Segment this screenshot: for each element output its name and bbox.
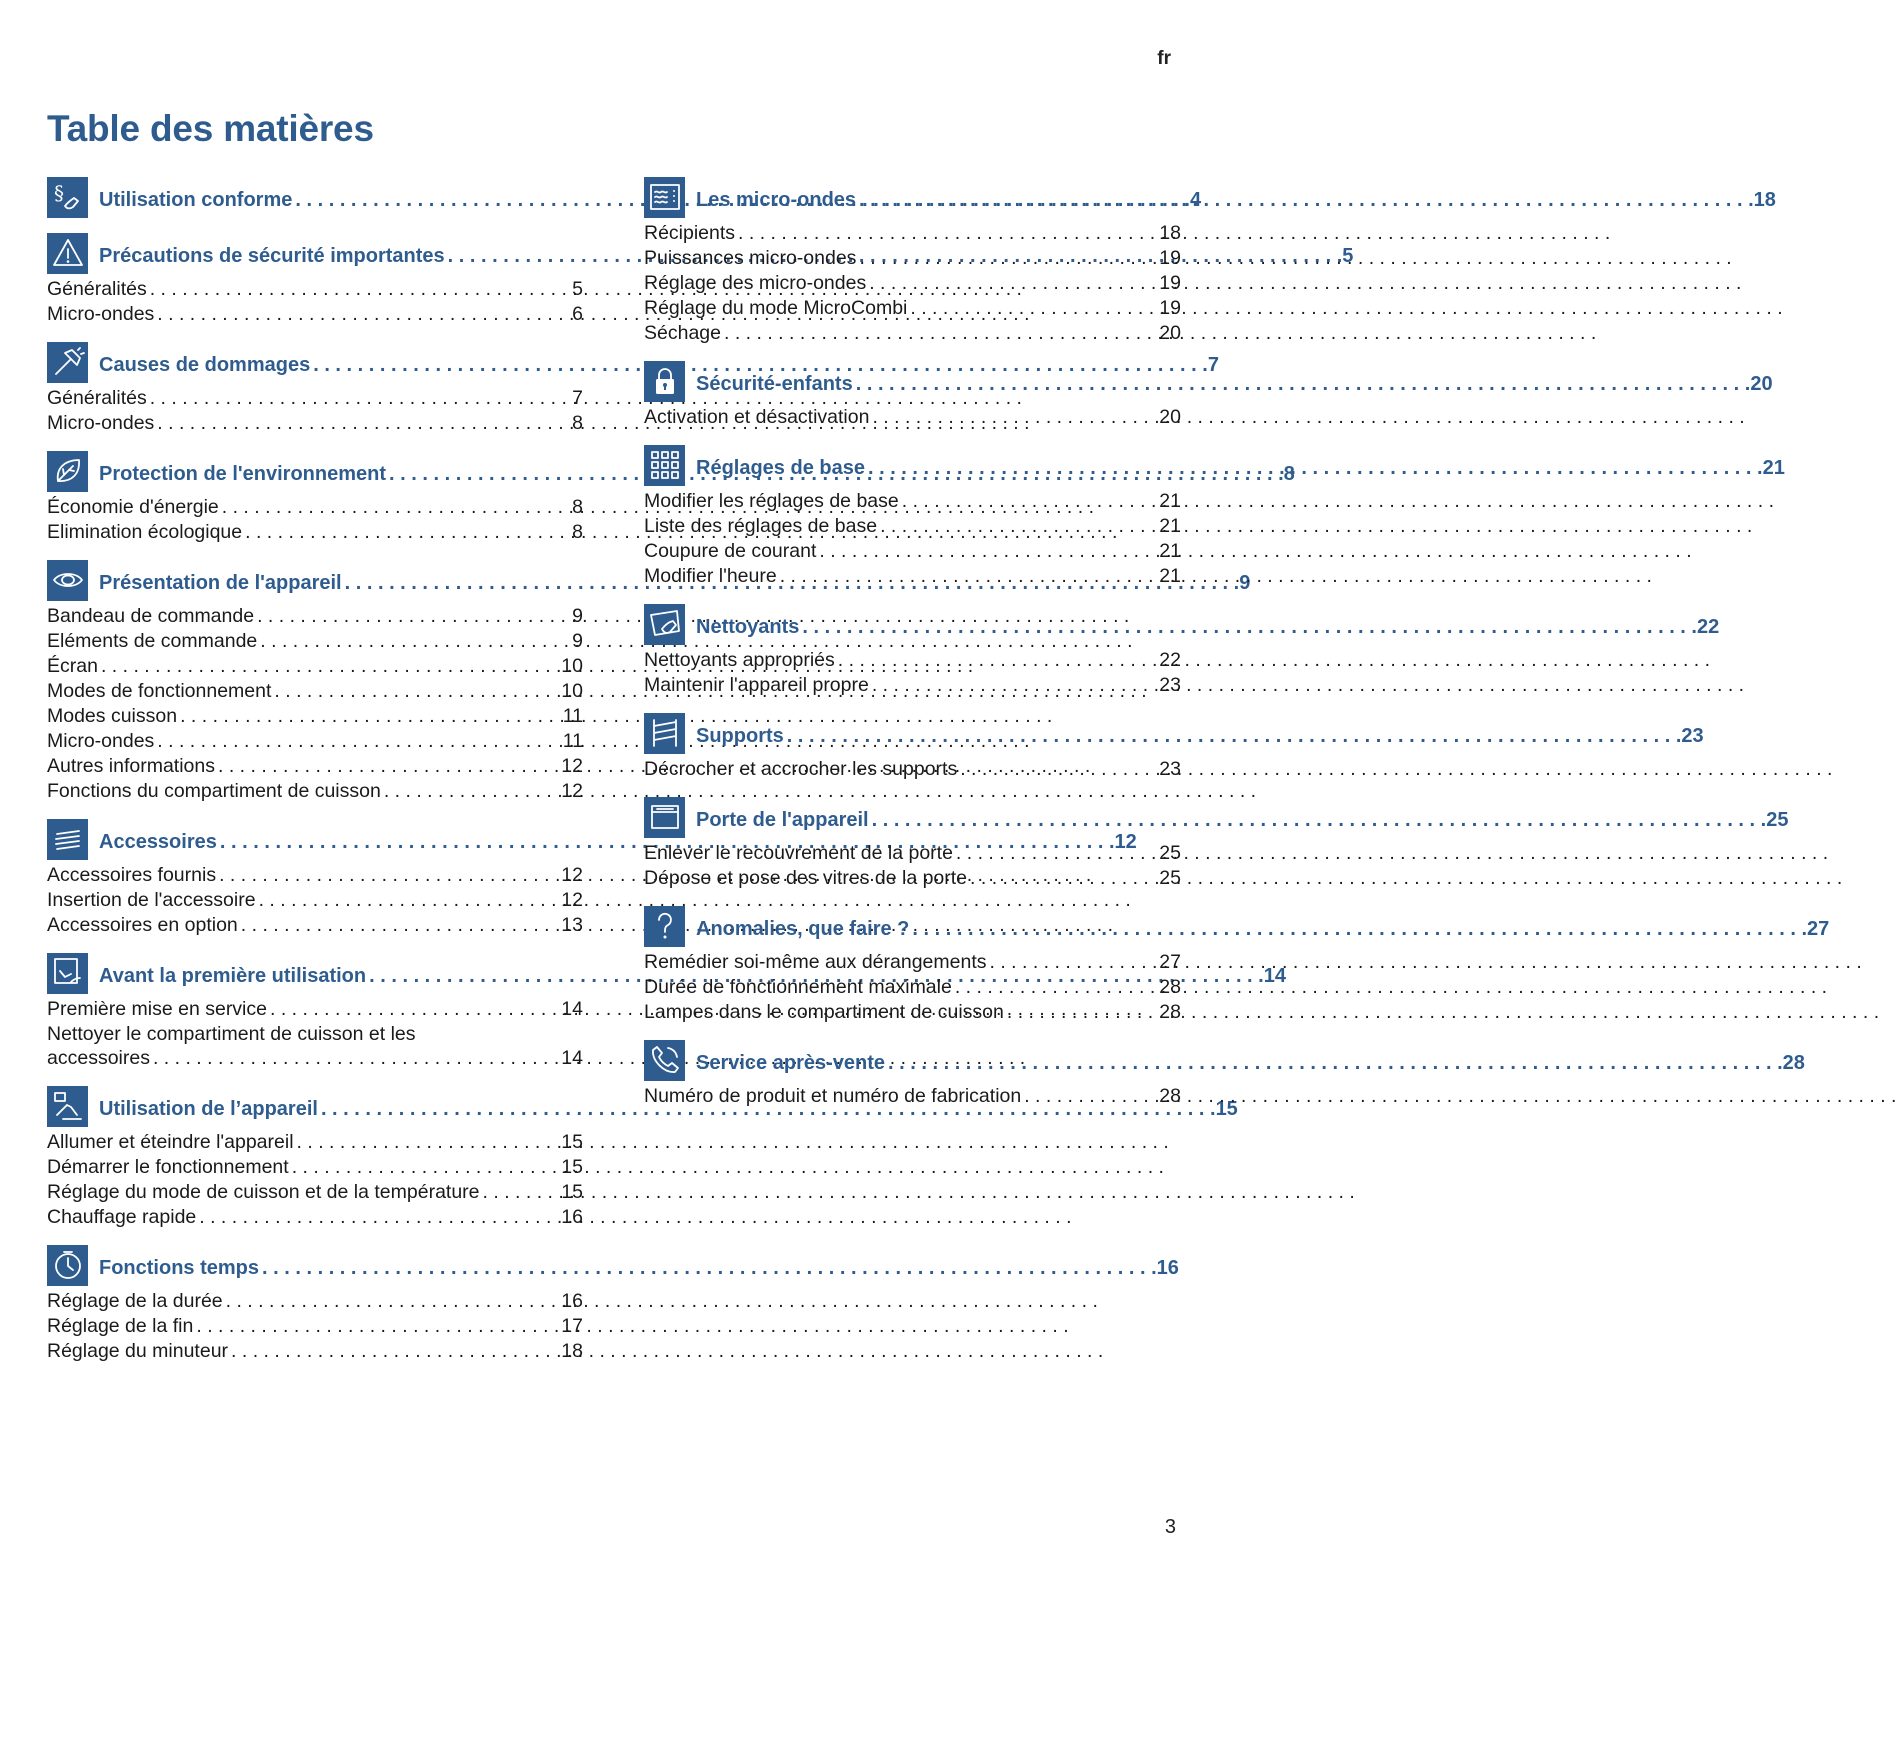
toc-entry[interactable] bbox=[47, 386, 583, 411]
oven-door-icon bbox=[644, 797, 685, 838]
toc-entry[interactable] bbox=[47, 1205, 583, 1230]
section-title-link[interactable] bbox=[696, 189, 1776, 212]
lock-icon bbox=[644, 361, 685, 402]
section-header bbox=[644, 1039, 1805, 1081]
toc-entry-label: Récipients bbox=[644, 222, 736, 244]
section-title-link-label: Accessoires bbox=[99, 830, 217, 853]
dot-leader bbox=[267, 997, 561, 1022]
toc-entry-label: Autres informations bbox=[47, 755, 215, 777]
toc-entry-page: 16 bbox=[561, 1290, 583, 1312]
dot-leader bbox=[242, 520, 572, 545]
section-header bbox=[47, 1244, 1179, 1286]
dot-leader bbox=[228, 1339, 561, 1364]
toc-entry-label: Allumer et éteindre l'appareil bbox=[47, 1131, 294, 1153]
toc-entry-page: 25 bbox=[1159, 842, 1181, 864]
dot-leader bbox=[856, 246, 1159, 271]
toc-entry-label: Accessoires en option bbox=[47, 914, 238, 936]
toc-section-supports bbox=[644, 712, 1704, 782]
toc-entry[interactable] bbox=[644, 673, 1181, 698]
toc-entry-label: Accessoires fournis bbox=[47, 864, 217, 886]
section-header bbox=[644, 603, 1720, 645]
section-title-link-label: Supports bbox=[696, 724, 784, 747]
toc-entry-page: 13 bbox=[561, 914, 583, 936]
section-title-link-label: Sécurité-enfants bbox=[696, 372, 853, 395]
toc-entry-label: Micro-ondes bbox=[47, 303, 155, 325]
toc-entry-page: 19 bbox=[1159, 272, 1181, 294]
toc-entry-page: 8 bbox=[572, 412, 583, 434]
section-header bbox=[644, 176, 1776, 218]
toc-entry-page: 19 bbox=[1159, 297, 1181, 319]
section-title-link-page: 14 bbox=[1263, 964, 1286, 987]
toc-entry[interactable] bbox=[47, 302, 583, 327]
dot-leader bbox=[816, 539, 1159, 564]
toc-entry-label: Numéro de produit et numéro de fabrication bbox=[644, 1085, 1022, 1107]
section-title-link-page: 12 bbox=[1114, 830, 1137, 853]
toc-entry-page: 27 bbox=[1159, 951, 1181, 973]
toc-entry[interactable] bbox=[644, 405, 1181, 430]
section-title-link-page: 22 bbox=[1696, 615, 1720, 638]
dot-leader bbox=[256, 888, 562, 913]
toc-entry-page: 17 bbox=[561, 1315, 583, 1337]
dot-leader bbox=[177, 704, 563, 729]
section-title-link[interactable] bbox=[696, 373, 1773, 396]
dot-leader bbox=[799, 616, 1697, 639]
question-icon bbox=[644, 906, 685, 947]
hammer-damage-icon bbox=[47, 342, 88, 383]
toc-entry[interactable] bbox=[47, 654, 583, 679]
dot-leader bbox=[219, 495, 572, 520]
language-code: fr bbox=[1157, 48, 1171, 69]
toc-entry-continuation-label: accessoires bbox=[47, 1047, 150, 1069]
toc-section-nettoyants bbox=[644, 603, 1720, 698]
toc-entry-page: 15 bbox=[561, 1156, 583, 1178]
toc-entry-page: 7 bbox=[572, 387, 583, 409]
section-title-link-label: Nettoyants bbox=[696, 615, 800, 638]
dot-leader bbox=[869, 673, 1159, 698]
dot-leader bbox=[957, 757, 1159, 782]
toc-entry[interactable] bbox=[47, 629, 583, 654]
toc-entry[interactable] bbox=[644, 514, 1181, 539]
toc-entry[interactable] bbox=[47, 679, 583, 704]
dot-leader bbox=[289, 1155, 562, 1180]
toc-entry[interactable] bbox=[644, 866, 1181, 891]
toc-entry[interactable] bbox=[47, 1155, 583, 1180]
toc-entry-label: Activation et désactivation bbox=[644, 406, 870, 428]
dot-leader bbox=[150, 1046, 561, 1071]
section-title-link-label: Causes de dommages bbox=[99, 353, 311, 376]
dot-leader bbox=[196, 1205, 561, 1230]
toc-entry-label: Bandeau de commande bbox=[47, 605, 255, 627]
toc-entry-page: 10 bbox=[561, 655, 583, 677]
dot-leader bbox=[735, 221, 1159, 246]
cleaning-icon bbox=[644, 604, 685, 645]
section-title-link-page: 4 bbox=[1189, 188, 1202, 211]
rack-supports-icon bbox=[644, 713, 685, 754]
toc-entry-page: 5 bbox=[572, 278, 583, 300]
dot-leader bbox=[967, 866, 1159, 891]
toc-entry[interactable] bbox=[644, 539, 1181, 564]
section-header bbox=[644, 360, 1773, 402]
toc-entry[interactable] bbox=[47, 1314, 583, 1339]
toc-entry[interactable] bbox=[47, 604, 583, 629]
toc-entry-page: 20 bbox=[1159, 406, 1181, 428]
toc-entry[interactable] bbox=[644, 648, 1181, 673]
toc-entry-continuation[interactable] bbox=[47, 1046, 583, 1071]
dot-leader bbox=[259, 1257, 1157, 1280]
toc-entry-label: Coupure de courant bbox=[644, 540, 817, 562]
paragraph-hand-icon bbox=[47, 177, 88, 218]
toc-entry-label: Démarrer le fonctionnement bbox=[47, 1156, 289, 1178]
toc-entry-label: Séchage bbox=[644, 322, 721, 344]
eye-icon bbox=[47, 560, 88, 601]
dot-leader bbox=[1021, 1084, 1159, 1109]
section-title-link-label: Protection de l'environnement bbox=[99, 462, 387, 485]
toc-entry-page: 28 bbox=[1159, 976, 1181, 998]
first-use-icon bbox=[47, 953, 88, 994]
section-title-link-label: Avant la première utilisation bbox=[99, 964, 367, 987]
page-number: 3 bbox=[1164, 1516, 1176, 1538]
toc-entry-page: 11 bbox=[562, 730, 583, 752]
section-header bbox=[644, 905, 1830, 947]
toc-entry-continuation-page: 14 bbox=[561, 1047, 583, 1069]
dot-leader bbox=[154, 729, 562, 754]
toc-entry-label: Enlever le recouvrement de la porte bbox=[644, 842, 953, 864]
dot-leader bbox=[381, 779, 561, 804]
toc-entry-page: 11 bbox=[562, 705, 583, 727]
section-title-link-page: 9 bbox=[1239, 571, 1251, 594]
section-title-link-page: 7 bbox=[1207, 353, 1219, 376]
dot-leader bbox=[885, 1052, 1783, 1075]
toc-entry-label: Eléments de commande bbox=[47, 630, 258, 652]
toc-entry-label-line1: Nettoyer le compartiment de cuisson et les bbox=[47, 1023, 416, 1045]
toc-entry[interactable] bbox=[47, 520, 583, 545]
toc-entry-page: 21 bbox=[1159, 540, 1181, 562]
toc-entry-label: Réglage de la fin bbox=[47, 1315, 194, 1337]
dot-leader bbox=[1004, 1000, 1159, 1025]
section-title-link-label: Précautions de sécurité importantes bbox=[99, 244, 445, 267]
toc-entry-label: Liste des réglages de base bbox=[644, 515, 878, 537]
toc-entry-label: Économie d'énergie bbox=[47, 496, 219, 518]
toc-entry-page: 23 bbox=[1159, 758, 1181, 780]
toc-entry[interactable] bbox=[47, 779, 583, 804]
toc-entry-label: Elimination écologique bbox=[47, 521, 243, 543]
section-title-link[interactable] bbox=[696, 809, 1788, 832]
dot-leader bbox=[856, 189, 1754, 212]
section-title-link-page: 15 bbox=[1215, 1097, 1238, 1120]
toc-entry[interactable] bbox=[644, 489, 1181, 514]
toc-entry[interactable] bbox=[644, 975, 1181, 1000]
dot-leader bbox=[271, 679, 561, 704]
toc-entry[interactable] bbox=[47, 729, 583, 754]
toc-section-securite-enfants bbox=[644, 360, 1773, 430]
toc-entry-label: Décrocher et accrocher les supports bbox=[644, 758, 958, 780]
dot-leader bbox=[835, 648, 1160, 673]
toc-entry-label: Réglage du minuteur bbox=[47, 1340, 229, 1362]
toc-entry-page: 21 bbox=[1159, 490, 1181, 512]
section-title-link-label: Porte de l'appareil bbox=[696, 808, 869, 831]
section-title-link-page: 16 bbox=[1156, 1256, 1179, 1279]
section-title-link-label: Présentation de l'appareil bbox=[99, 571, 342, 594]
toc-entry[interactable] bbox=[47, 888, 583, 913]
toc-entry-label: Généralités bbox=[47, 387, 147, 409]
dot-leader bbox=[193, 1314, 561, 1339]
dot-leader bbox=[869, 809, 1767, 832]
dot-leader bbox=[877, 514, 1159, 539]
toc-entry[interactable] bbox=[47, 1289, 583, 1314]
toc-section-reglages-de-base bbox=[644, 444, 1785, 589]
toc-entry-label: Chauffage rapide bbox=[47, 1206, 197, 1228]
dot-leader bbox=[216, 863, 561, 888]
toc-entry-label: Insertion de l'accessoire bbox=[47, 889, 256, 911]
toc-entry[interactable] bbox=[644, 757, 1181, 782]
toc-entry-label: Modes de fonctionnement bbox=[47, 680, 272, 702]
toc-entry[interactable] bbox=[47, 1022, 583, 1071]
toc-entry-page: 6 bbox=[572, 303, 583, 325]
toc-entry-page: 14 bbox=[561, 998, 583, 1020]
appliance-use-icon bbox=[47, 1086, 88, 1127]
section-title-link-page: 8 bbox=[1283, 462, 1295, 485]
toc-entry-page: 8 bbox=[572, 496, 583, 518]
microwave-icon bbox=[644, 177, 685, 218]
dot-leader bbox=[215, 754, 561, 779]
page-title: Table des matières bbox=[47, 108, 374, 149]
toc-entry-page: 12 bbox=[561, 889, 583, 911]
section-header bbox=[644, 796, 1789, 838]
section-title-link-page: 27 bbox=[1807, 917, 1830, 940]
section-title-link-page: 21 bbox=[1762, 456, 1785, 479]
toc-entry[interactable] bbox=[644, 841, 1181, 866]
section-title-link-label: Les micro-ondes bbox=[696, 188, 857, 211]
toc-entry-label: Première mise en service bbox=[47, 998, 267, 1020]
dot-leader bbox=[866, 271, 1159, 296]
section-title-link[interactable] bbox=[696, 457, 1785, 480]
dot-leader bbox=[480, 1180, 562, 1205]
toc-entry-page: 19 bbox=[1159, 247, 1181, 269]
dot-leader bbox=[147, 277, 572, 302]
dot-leader bbox=[98, 654, 561, 679]
toc-entry-label: Réglage de la durée bbox=[47, 1290, 223, 1312]
toc-entry-label: Remédier soi-même aux dérangements bbox=[644, 951, 987, 973]
toc-entry-label: Fonctions du compartiment de cuisson bbox=[47, 780, 381, 802]
toc-entry[interactable] bbox=[47, 1180, 583, 1205]
toc-entry-label: Dépose et pose des vitres de la porte bbox=[644, 867, 968, 889]
toc-section-porte-de-l-appareil bbox=[644, 796, 1789, 891]
section-title-link-page: 18 bbox=[1753, 188, 1776, 211]
toc-entry[interactable] bbox=[644, 221, 1181, 246]
toc-entry[interactable] bbox=[47, 704, 583, 729]
leaf-icon bbox=[47, 451, 88, 492]
section-title-link-label: Anomalies, que faire ? bbox=[696, 917, 910, 940]
toc-entry-page: 22 bbox=[1159, 649, 1181, 671]
toc-entry[interactable] bbox=[644, 950, 1181, 975]
dot-leader bbox=[238, 913, 562, 938]
dot-leader bbox=[909, 918, 1807, 941]
section-title-link[interactable] bbox=[696, 616, 1719, 639]
section-header bbox=[644, 444, 1785, 486]
toc-entry-label: Micro-ondes bbox=[47, 412, 155, 434]
toc-entry[interactable] bbox=[47, 1339, 583, 1364]
toc-entry[interactable] bbox=[644, 296, 1181, 321]
toc-entry[interactable] bbox=[644, 564, 1181, 589]
toc-entry-page: 15 bbox=[561, 1181, 583, 1203]
toc-entry-page: 18 bbox=[561, 1340, 583, 1362]
toc-entry-page: 9 bbox=[572, 605, 583, 627]
toc-entry-label: Maintenir l'appareil propre bbox=[644, 674, 869, 696]
dot-leader bbox=[154, 411, 572, 436]
toc-entry-page: 28 bbox=[1159, 1001, 1181, 1023]
toc-entry-page: 9 bbox=[572, 630, 583, 652]
section-header bbox=[47, 341, 1219, 383]
toc-entry[interactable] bbox=[47, 863, 583, 888]
toc-entry-page: 20 bbox=[1159, 322, 1181, 344]
toc-entry-page: 21 bbox=[1159, 515, 1181, 537]
grid-settings-icon bbox=[644, 445, 685, 486]
accessories-icon bbox=[47, 819, 88, 860]
toc-entry-label: Lampes dans le compartiment de cuisson bbox=[644, 1001, 1004, 1023]
section-title-link-page: 25 bbox=[1766, 808, 1789, 831]
toc-entry-page: 12 bbox=[561, 755, 583, 777]
toc-entry[interactable] bbox=[47, 495, 583, 520]
toc-entry-page: 18 bbox=[1159, 222, 1181, 244]
toc-entry-label: Micro-ondes bbox=[47, 730, 155, 752]
toc-entry-page: 23 bbox=[1159, 674, 1181, 696]
dot-leader bbox=[777, 564, 1160, 589]
toc-entry-label: Généralités bbox=[47, 278, 147, 300]
section-title-link-page: 23 bbox=[1681, 724, 1704, 747]
dot-leader bbox=[987, 950, 1160, 975]
toc-entry-label: Réglage du mode MicroCombi bbox=[644, 297, 908, 319]
toc-entry-label: Modes cuisson bbox=[47, 705, 178, 727]
clock-icon bbox=[47, 1245, 88, 1286]
toc-entry[interactable] bbox=[644, 1000, 1181, 1025]
section-title-link-label: Réglages de base bbox=[696, 456, 865, 479]
toc-entry-label: Écran bbox=[47, 655, 98, 677]
section-title-link[interactable] bbox=[696, 725, 1704, 748]
section-title-link-page: 20 bbox=[1750, 372, 1773, 395]
toc-entry-label: Nettoyants appropriés bbox=[644, 649, 835, 671]
toc-entry-label: Durée de fonctionnement maximale bbox=[644, 976, 952, 998]
dot-leader bbox=[953, 841, 1159, 866]
section-title-link-label: Fonctions temps bbox=[99, 1256, 260, 1279]
toc-entry[interactable] bbox=[644, 246, 1181, 271]
dot-leader bbox=[865, 457, 1763, 480]
toc-entry[interactable] bbox=[47, 411, 583, 436]
toc-entry[interactable] bbox=[47, 277, 583, 302]
dot-leader bbox=[784, 725, 1682, 748]
dot-leader bbox=[721, 321, 1159, 346]
toc-entry-label: Modifier l'heure bbox=[644, 565, 777, 587]
toc-entry-page: 12 bbox=[561, 780, 583, 802]
svg-text:§: § bbox=[53, 181, 64, 205]
section-title-link-page: 5 bbox=[1342, 244, 1354, 267]
dot-leader bbox=[907, 296, 1159, 321]
dot-leader bbox=[952, 975, 1159, 1000]
toc-entry[interactable] bbox=[47, 754, 583, 779]
toc-entry[interactable] bbox=[47, 913, 583, 938]
toc-entry[interactable] bbox=[644, 321, 1181, 346]
toc-entry-label: Modifier les réglages de base bbox=[644, 490, 899, 512]
toc-entry-page: 16 bbox=[561, 1206, 583, 1228]
dot-leader bbox=[869, 405, 1159, 430]
toc-entry-label: Puissances micro-ondes bbox=[644, 247, 857, 269]
phone-service-icon bbox=[644, 1040, 685, 1081]
section-title-link-page: 28 bbox=[1782, 1051, 1805, 1074]
toc-entry[interactable] bbox=[47, 1130, 583, 1155]
dot-leader bbox=[257, 629, 572, 654]
dot-leader bbox=[154, 302, 572, 327]
dot-leader bbox=[294, 1130, 562, 1155]
toc-entry-page: 10 bbox=[561, 680, 583, 702]
toc-section-les-micro-ondes bbox=[644, 176, 1776, 346]
toc-entry[interactable] bbox=[47, 997, 583, 1022]
section-title-link[interactable] bbox=[696, 1052, 1805, 1075]
toc-entry-page: 28 bbox=[1159, 1085, 1181, 1107]
toc-entry[interactable] bbox=[644, 1084, 1181, 1109]
toc-entry-page: 21 bbox=[1159, 565, 1181, 587]
toc-entry-page: 8 bbox=[572, 521, 583, 543]
section-title-link-label: Utilisation conforme bbox=[99, 188, 293, 211]
toc-entry[interactable] bbox=[644, 271, 1181, 296]
dot-leader bbox=[254, 604, 572, 629]
toc-entry-page: 15 bbox=[561, 1131, 583, 1153]
toc-entry-page: 12 bbox=[561, 864, 583, 886]
dot-leader bbox=[899, 489, 1160, 514]
section-title-link-label: Utilisation de l’appareil bbox=[99, 1097, 318, 1120]
section-title-link[interactable] bbox=[99, 1257, 1179, 1280]
section-title-link[interactable] bbox=[696, 918, 1829, 941]
dot-leader bbox=[853, 373, 1751, 396]
toc-entry-label: Réglage des micro-ondes bbox=[644, 272, 867, 294]
toc-section-fonctions-temps bbox=[47, 1244, 1179, 1364]
dot-leader bbox=[147, 386, 572, 411]
warning-triangle-icon bbox=[47, 233, 88, 274]
toc-entry-label: Réglage du mode de cuisson et de la température bbox=[47, 1181, 480, 1203]
section-header bbox=[644, 712, 1704, 754]
toc-entry-page: 25 bbox=[1159, 867, 1181, 889]
dot-leader bbox=[223, 1289, 562, 1314]
section-title-link-label: Service après-vente bbox=[696, 1051, 886, 1074]
